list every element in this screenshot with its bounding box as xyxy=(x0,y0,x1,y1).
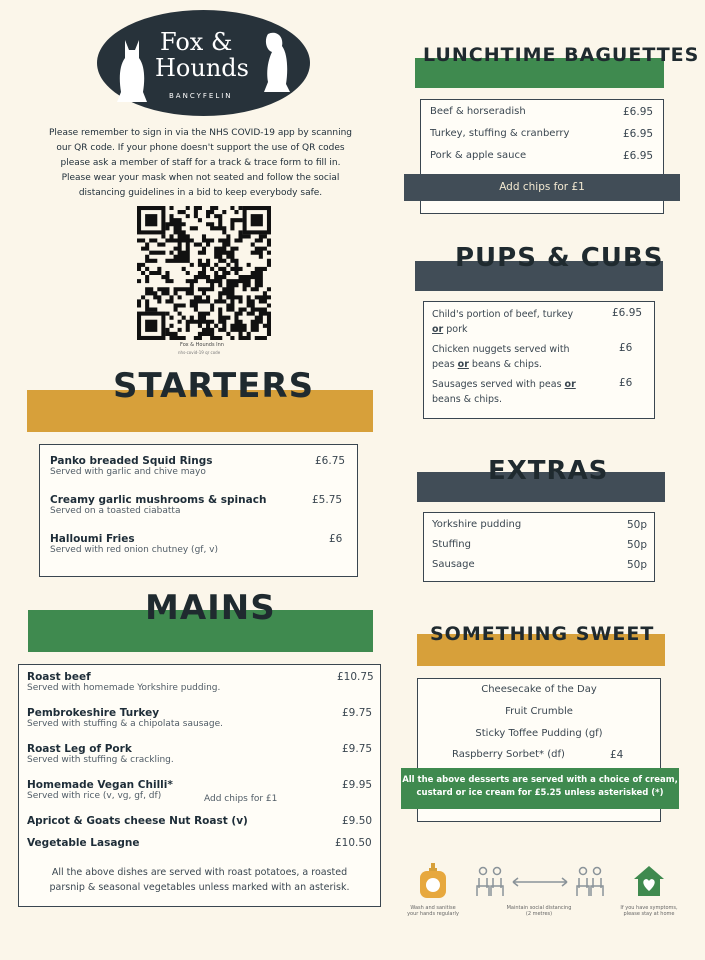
main-price: £9.75 xyxy=(342,707,373,719)
extra-name: Sausage xyxy=(432,559,475,570)
pups-rest: beans & chips. xyxy=(468,359,542,370)
baguettes-chips-banner: Add chips for £1 xyxy=(404,174,680,201)
sweet-item: Sticky Toffee Pudding (gf) xyxy=(475,728,603,739)
starter-price: £6.75 xyxy=(315,455,346,467)
main-desc: Served with homemade Yorkshire pudding. xyxy=(27,683,221,693)
sweet-item: Cheesecake of the Day xyxy=(481,684,597,695)
pups-line xyxy=(432,357,570,372)
covid-notice xyxy=(28,126,373,201)
desserts-note-line: custard or ice cream for £5.25 unless asterisked (*) xyxy=(416,788,664,798)
logo-line2: Hounds xyxy=(155,54,249,82)
starter-desc: Served on a toasted ciabatta xyxy=(50,506,181,516)
main-price: £9.50 xyxy=(342,815,373,827)
starters-title-overlay: STARTERS xyxy=(113,366,315,406)
pups-price: £6.95 xyxy=(612,307,643,319)
main-name: Vegetable Lasagne xyxy=(27,837,140,849)
pups-pre: peas xyxy=(432,359,458,370)
main-price: £10.75 xyxy=(337,671,374,683)
logo-line1: Fox & xyxy=(160,28,233,56)
main-desc: Served with rice (v, vg, gf, df) xyxy=(27,791,162,801)
sweet-title: SOMETHING SWEET xyxy=(430,623,655,645)
stay-home-icon xyxy=(632,864,666,898)
starter-price: £6 xyxy=(329,533,343,545)
pups-or: or xyxy=(564,379,576,390)
main-desc: Served with stuffing & crackling. xyxy=(27,755,174,765)
caption-line: your hands regularly xyxy=(407,911,459,917)
starter-desc: Served with red onion chutney (gf, v) xyxy=(50,545,219,555)
starter-name: Panko breaded Squid Rings xyxy=(50,455,213,467)
notice-line: distancing guidelines in a bid to keep everybody safe. xyxy=(78,188,323,198)
notice-line: please ask a member of staff for a track & trace form to fill in. xyxy=(60,158,341,168)
hand-wash-caption xyxy=(395,905,471,917)
caption-line: please stay at home xyxy=(623,911,675,917)
pups-line: Child's portion of beef, turkey xyxy=(432,309,574,320)
pups-line: Chicken nuggets served with xyxy=(432,344,570,355)
desserts-note-line: All the above desserts are served with a choice of cream, xyxy=(402,775,678,785)
baguette-price: £6.95 xyxy=(623,106,654,118)
pups-price: £6 xyxy=(619,377,633,389)
mains-note xyxy=(19,865,380,895)
main-name: Roast Leg of Pork xyxy=(27,743,132,755)
pups-title: PUPS & CUBS xyxy=(455,243,664,273)
extra-price: 50p xyxy=(627,559,648,571)
main-name: Roast beef xyxy=(27,671,91,683)
extra-price: 50p xyxy=(627,539,648,551)
qr-subcaption: nhs-covid-19 qr code xyxy=(178,350,221,355)
pups-item xyxy=(432,342,570,372)
caption-line: Wash and sanitise xyxy=(410,905,456,911)
pups-line xyxy=(432,322,573,337)
extra-name: Yorkshire pudding xyxy=(432,519,522,530)
hound-icon xyxy=(262,32,290,94)
main-desc: Served with stuffing & a chipolata sausage. xyxy=(27,719,224,729)
pups-item xyxy=(432,377,576,407)
starters-box xyxy=(39,444,358,577)
fox-icon xyxy=(117,40,147,104)
pups-item xyxy=(432,307,573,337)
mains-title: MAINS xyxy=(145,588,276,628)
pups-price: £6 xyxy=(619,342,633,354)
notice-line: Please wear your mask when not seated and follow the social xyxy=(61,173,340,183)
mains-box xyxy=(18,664,381,907)
pups-pre: Sausages served with peas xyxy=(432,379,565,390)
sorbet-price: £4 xyxy=(610,749,624,761)
main-price: £9.95 xyxy=(342,779,373,791)
qr-caption: Fox & Hounds Inn xyxy=(180,342,224,348)
baguettes-title: LUNCHTIME BAGUETTES xyxy=(423,44,700,66)
caption-line: Maintain social distancing xyxy=(506,905,572,911)
notice-line: Please remember to sign in via the NHS COVID-19 app by scanning xyxy=(48,128,353,138)
main-name: Apricot & Goats cheese Nut Roast (v) xyxy=(27,815,248,827)
desserts-note xyxy=(401,768,679,809)
baguette-name: Pork & apple sauce xyxy=(430,150,527,161)
pups-rest: pork xyxy=(443,324,468,335)
social-distancing-icon xyxy=(475,866,605,898)
pups-line: beans & chips. xyxy=(432,394,502,405)
notice-line: our QR code. If your phone doesn't support the use of QR codes xyxy=(56,143,345,153)
pups-or: or xyxy=(432,324,444,335)
extra-name: Stuffing xyxy=(432,539,471,550)
caption-line: (2 metres) xyxy=(525,911,553,917)
baguette-price: £6.95 xyxy=(623,128,654,140)
distancing-caption xyxy=(493,905,585,917)
pups-box xyxy=(423,301,655,419)
qr-code[interactable] xyxy=(137,206,271,340)
main-name: Homemade Vegan Chilli* xyxy=(27,779,173,791)
baguette-name: Beef & horseradish xyxy=(430,106,526,117)
starter-name: Creamy garlic mushrooms & spinach xyxy=(50,494,267,506)
starter-name: Halloumi Fries xyxy=(50,533,135,545)
pups-line xyxy=(432,377,576,392)
starter-desc: Served with garlic and chive mayo xyxy=(50,467,206,477)
baguette-name: Turkey, stuffing & cranberry xyxy=(430,128,570,139)
main-price: £10.50 xyxy=(335,837,372,849)
sweet-item: Raspberry Sorbet* (df) xyxy=(452,749,565,760)
hand-wash-icon xyxy=(417,863,449,899)
extras-box xyxy=(423,512,655,582)
main-name: Pembrokeshire Turkey xyxy=(27,707,160,719)
main-price: £9.75 xyxy=(342,743,373,755)
sweet-item: Fruit Crumble xyxy=(505,706,573,717)
extra-price: 50p xyxy=(627,519,648,531)
main-extra: Add chips for £1 xyxy=(204,794,278,804)
starter-price: £5.75 xyxy=(312,494,343,506)
mains-note-line: All the above dishes are served with roast potatoes, a roasted xyxy=(51,867,348,878)
caption-line: If you have symptoms, xyxy=(620,905,678,911)
stay-home-caption xyxy=(607,905,691,917)
baguette-price: £6.95 xyxy=(623,150,654,162)
mains-note-line: parsnip & seasonal vegetables unless marked with an asterisk. xyxy=(49,882,350,893)
extras-title: EXTRAS xyxy=(488,456,609,486)
pups-or: or xyxy=(457,359,469,370)
logo-location: BANCYFELIN xyxy=(169,92,233,100)
logo xyxy=(97,10,310,116)
